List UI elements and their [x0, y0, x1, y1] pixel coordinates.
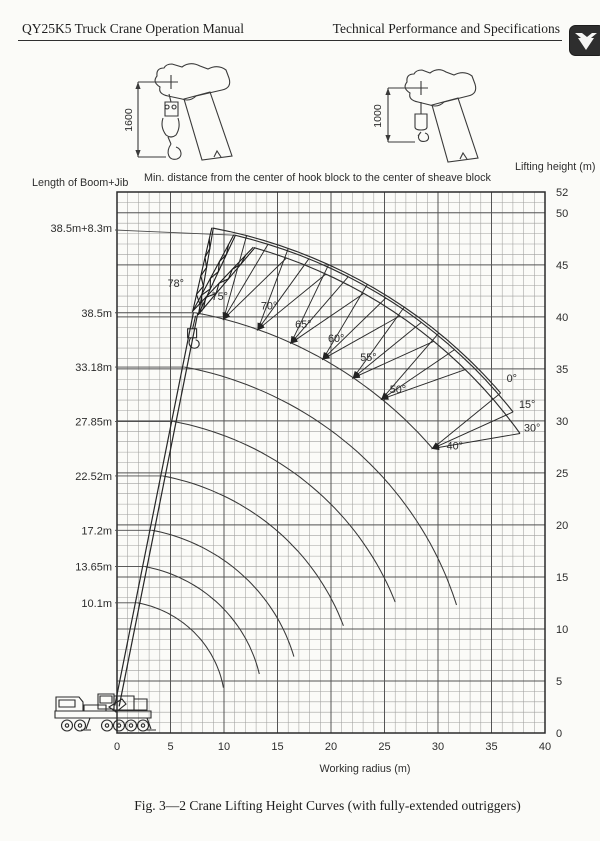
boom-length-label: 33.18m [75, 362, 112, 375]
y-tick-label: 20 [556, 519, 569, 532]
y-tick-label: 45 [556, 259, 569, 272]
header-right-title: Technical Performance and Specifications [332, 21, 560, 36]
jib-offset-curves [213, 228, 521, 434]
x-tick-label: 40 [538, 741, 552, 753]
dimension-line [388, 88, 415, 142]
boom-angle-label: 78° [167, 277, 184, 290]
x-tick-label: 15 [271, 741, 284, 753]
y-tick-label: 52 [556, 187, 569, 199]
y-tick-label: 0 [556, 728, 563, 740]
x-tick-label: 30 [431, 741, 445, 753]
hook-diagram-left [120, 56, 252, 170]
y-tick-label: 10 [556, 623, 569, 636]
boom-angle-label: 50° [389, 384, 407, 397]
x-tick-label: 10 [217, 741, 231, 753]
boom-length-axis-title: Length of Boom+Jib [32, 177, 129, 189]
y-tick-labels [556, 187, 568, 740]
header-left-title: QY25K5 Truck Crane Operation Manual [22, 21, 244, 36]
boom-angle-label: 70° [260, 300, 278, 313]
jib-offset-label: 30° [524, 422, 541, 435]
boom-length-label: 13.65m [75, 561, 112, 574]
y-tick-label: 15 [556, 571, 569, 584]
jib-offset-label: 15° [519, 398, 536, 411]
boom-shaft [432, 98, 478, 162]
boom-angle-label: 60° [327, 333, 345, 346]
boom-length-label: 27.85m [75, 416, 112, 429]
boom-angle-label: 40° [446, 440, 463, 453]
y-tick-label: 25 [556, 467, 569, 480]
hook [418, 132, 429, 141]
boom-illustration [115, 312, 198, 706]
boom-angle-label: 55° [360, 351, 377, 364]
angle-fans [224, 236, 520, 449]
boom-length-label: 22.52m [75, 470, 112, 483]
lifting-height-axis-title: Lifting height (m) [515, 161, 596, 173]
boom-length-label: 10.1m [81, 597, 112, 610]
brand-logo-icon [569, 25, 600, 56]
x-tick-label: 5 [167, 741, 174, 753]
boom-length-label: 38.5m+8.3m [50, 222, 112, 235]
y-tick-label: 30 [556, 415, 569, 428]
hook-ball [415, 102, 427, 130]
sheave-center-mark [414, 81, 428, 95]
y-tick-label: 5 [556, 675, 563, 688]
working-radius-axis-title: Working radius (m) [319, 763, 411, 775]
boom-length-label: 38.5m [81, 307, 112, 320]
x-tick-label: 20 [324, 741, 338, 753]
boom-length-labels [51, 223, 112, 610]
boom-angle-label: 65° [295, 318, 312, 331]
x-tick-label: 0 [113, 741, 121, 753]
sheave-center-mark [164, 75, 178, 89]
lifting-height-chart [0, 185, 600, 785]
dimension-label: 1000 [372, 104, 384, 128]
dimension-label: 1600 [123, 108, 135, 132]
x-tick-label: 25 [378, 741, 391, 753]
crane-illustration [55, 694, 156, 731]
boom-length-label: 17.2m [81, 525, 112, 538]
hook-block [162, 94, 179, 144]
boom-shaft [184, 92, 232, 160]
boom-angle-label: 75° [211, 291, 228, 304]
counterweight [114, 696, 147, 710]
x-tick-label: 35 [485, 741, 498, 753]
y-tick-label: 35 [556, 363, 569, 376]
figure-caption: Fig. 3—2 Crane Lifting Height Curves (with fully-extended outriggers) [134, 798, 521, 813]
x-tick-labels [114, 741, 551, 753]
header-rule [18, 40, 562, 41]
chart-note: Min. distance from the center of hook block to the center of sheave block [144, 172, 491, 184]
hook-diagram-right [368, 60, 500, 170]
driver-cab [56, 697, 83, 711]
jib-offset-label: 0° [506, 372, 517, 385]
hook [168, 144, 181, 159]
y-tick-label: 50 [556, 207, 569, 220]
y-tick-label: 40 [556, 311, 569, 324]
